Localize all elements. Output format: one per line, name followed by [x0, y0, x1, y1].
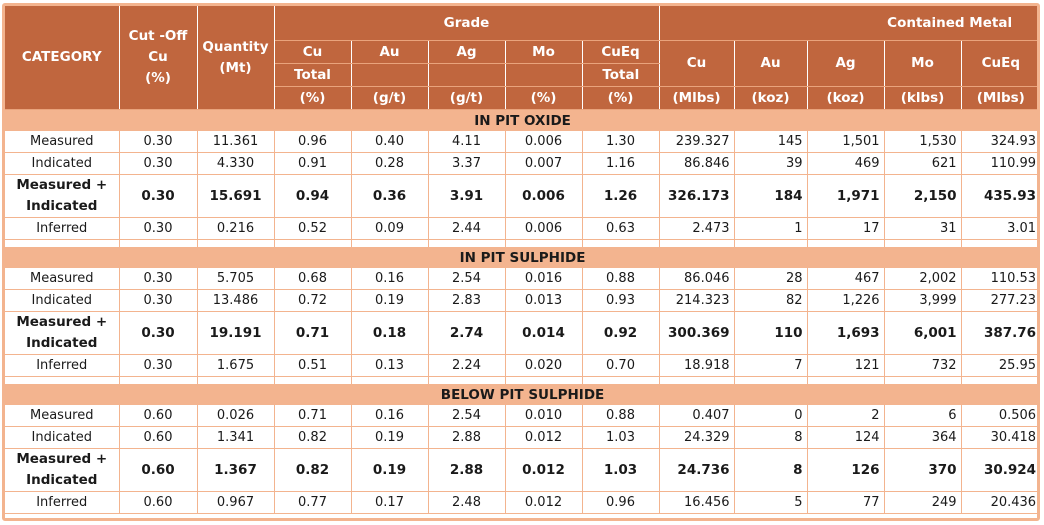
- table-row: [5, 355, 1040, 377]
- header-grade-unit: (%): [274, 87, 351, 110]
- value-cell: 3.91: [428, 175, 505, 218]
- value-cell: 6: [884, 405, 961, 427]
- value-cell: 0.96: [274, 131, 351, 153]
- value-cell: 0.30: [119, 268, 197, 290]
- table-row: [5, 218, 1040, 240]
- value-cell: 0.60: [119, 427, 197, 449]
- value-cell: 2.83: [428, 290, 505, 312]
- value-cell: 24.736: [659, 449, 734, 492]
- value-cell: 469: [807, 153, 884, 175]
- header-metal-unit: (koz): [807, 87, 884, 110]
- value-cell: 435.93: [961, 175, 1040, 218]
- header-grade-name: CuEq: [582, 41, 659, 64]
- header-metal-name: Ag: [807, 41, 884, 87]
- value-cell: 2: [807, 405, 884, 427]
- value-cell: 184: [734, 175, 807, 218]
- header-contained-metal: Contained Metal: [659, 6, 1040, 41]
- category-cell: Measured: [5, 405, 119, 427]
- value-cell: 121: [807, 355, 884, 377]
- table-row: [5, 427, 1040, 449]
- value-cell: 0.71: [274, 405, 351, 427]
- value-cell: 5: [734, 492, 807, 514]
- value-cell: 2.88: [428, 449, 505, 492]
- value-cell: 1.03: [582, 427, 659, 449]
- value-cell: 249: [884, 492, 961, 514]
- table-row: [5, 405, 1040, 427]
- value-cell: 16.456: [659, 492, 734, 514]
- value-cell: 0.19: [351, 290, 428, 312]
- value-cell: 8: [734, 449, 807, 492]
- header-grade-sub: [505, 64, 582, 87]
- category-cell: Measured + Indicated: [5, 312, 119, 355]
- value-cell: 1,226: [807, 290, 884, 312]
- category-cell: Measured + Indicated: [5, 449, 119, 492]
- value-cell: 7: [734, 355, 807, 377]
- value-cell: 0.72: [274, 290, 351, 312]
- header-grade: Grade: [274, 6, 659, 41]
- table-row: [5, 268, 1040, 290]
- category-cell: Inferred: [5, 355, 119, 377]
- value-cell: 239.327: [659, 131, 734, 153]
- value-cell: 0.216: [197, 218, 274, 240]
- table-row: [5, 175, 1040, 218]
- header-grade-name: Au: [351, 41, 428, 64]
- value-cell: 467: [807, 268, 884, 290]
- value-cell: 0.30: [119, 131, 197, 153]
- value-cell: 324.93: [961, 131, 1040, 153]
- value-cell: 1,530: [884, 131, 961, 153]
- value-cell: 15.691: [197, 175, 274, 218]
- value-cell: 11.361: [197, 131, 274, 153]
- resource-table-frame: [2, 3, 1040, 521]
- value-cell: 0.36: [351, 175, 428, 218]
- value-cell: 0.68: [274, 268, 351, 290]
- value-cell: 5.705: [197, 268, 274, 290]
- value-cell: 25.95: [961, 355, 1040, 377]
- value-cell: 0.96: [582, 492, 659, 514]
- value-cell: 2.24: [428, 355, 505, 377]
- table-row: [5, 131, 1040, 153]
- value-cell: 24.329: [659, 427, 734, 449]
- value-cell: 1.341: [197, 427, 274, 449]
- value-cell: 0.19: [351, 427, 428, 449]
- mineral-resource-table: [5, 6, 1040, 514]
- value-cell: 0.010: [505, 405, 582, 427]
- value-cell: 0.82: [274, 449, 351, 492]
- value-cell: 0.09: [351, 218, 428, 240]
- value-cell: 0.93: [582, 290, 659, 312]
- header-category: CATEGORY: [5, 6, 119, 110]
- header-grade-name: Cu: [274, 41, 351, 64]
- value-cell: 0.16: [351, 268, 428, 290]
- category-cell: Indicated: [5, 153, 119, 175]
- value-cell: 2.54: [428, 405, 505, 427]
- value-cell: 0.006: [505, 218, 582, 240]
- value-cell: 2.54: [428, 268, 505, 290]
- value-cell: 277.23: [961, 290, 1040, 312]
- section-header-row: [5, 384, 1040, 405]
- header-grade-sub: Total: [582, 64, 659, 87]
- value-cell: 0.60: [119, 405, 197, 427]
- value-cell: 110.53: [961, 268, 1040, 290]
- value-cell: 0.506: [961, 405, 1040, 427]
- header-metal-unit: (klbs): [884, 87, 961, 110]
- value-cell: 0: [734, 405, 807, 427]
- header-grade-unit: (g/t): [428, 87, 505, 110]
- value-cell: 30.418: [961, 427, 1040, 449]
- value-cell: 3.37: [428, 153, 505, 175]
- value-cell: 0.17: [351, 492, 428, 514]
- value-cell: 0.012: [505, 492, 582, 514]
- value-cell: 3.01: [961, 218, 1040, 240]
- value-cell: 6,001: [884, 312, 961, 355]
- value-cell: 0.30: [119, 312, 197, 355]
- value-cell: 0.16: [351, 405, 428, 427]
- value-cell: 39: [734, 153, 807, 175]
- value-cell: 82: [734, 290, 807, 312]
- table-body: [5, 110, 1040, 514]
- value-cell: 0.77: [274, 492, 351, 514]
- value-cell: 621: [884, 153, 961, 175]
- value-cell: 387.76: [961, 312, 1040, 355]
- value-cell: 0.020: [505, 355, 582, 377]
- section-header-row: [5, 247, 1040, 268]
- section-header-row: [5, 110, 1040, 132]
- value-cell: 30.924: [961, 449, 1040, 492]
- value-cell: 2.74: [428, 312, 505, 355]
- value-cell: 0.82: [274, 427, 351, 449]
- value-cell: 1.16: [582, 153, 659, 175]
- value-cell: 0.016: [505, 268, 582, 290]
- value-cell: 0.51: [274, 355, 351, 377]
- value-cell: 0.19: [351, 449, 428, 492]
- header-metal-name: CuEq: [961, 41, 1040, 87]
- value-cell: 0.28: [351, 153, 428, 175]
- value-cell: 110: [734, 312, 807, 355]
- header-metal-name: Cu: [659, 41, 734, 87]
- value-cell: 0.30: [119, 175, 197, 218]
- value-cell: 31: [884, 218, 961, 240]
- value-cell: 2.48: [428, 492, 505, 514]
- value-cell: 1.675: [197, 355, 274, 377]
- value-cell: 0.012: [505, 427, 582, 449]
- value-cell: 1.367: [197, 449, 274, 492]
- header-metal-unit: (Mlbs): [659, 87, 734, 110]
- value-cell: 0.40: [351, 131, 428, 153]
- header-metal-name: Au: [734, 41, 807, 87]
- value-cell: 2.88: [428, 427, 505, 449]
- value-cell: 0.13: [351, 355, 428, 377]
- value-cell: 13.486: [197, 290, 274, 312]
- value-cell: 1.03: [582, 449, 659, 492]
- value-cell: 0.006: [505, 131, 582, 153]
- category-cell: Indicated: [5, 427, 119, 449]
- header-metal-unit: (koz): [734, 87, 807, 110]
- value-cell: 0.70: [582, 355, 659, 377]
- value-cell: 17: [807, 218, 884, 240]
- table-row: [5, 153, 1040, 175]
- header-grade-unit: (%): [505, 87, 582, 110]
- value-cell: 0.007: [505, 153, 582, 175]
- category-cell: Measured: [5, 268, 119, 290]
- value-cell: 0.63: [582, 218, 659, 240]
- value-cell: 0.012: [505, 449, 582, 492]
- value-cell: 0.88: [582, 405, 659, 427]
- header-grade-unit: (g/t): [351, 87, 428, 110]
- value-cell: 1,693: [807, 312, 884, 355]
- value-cell: 19.191: [197, 312, 274, 355]
- value-cell: 2.473: [659, 218, 734, 240]
- value-cell: 28: [734, 268, 807, 290]
- table-row: [5, 449, 1040, 492]
- category-cell: Indicated: [5, 290, 119, 312]
- value-cell: 300.369: [659, 312, 734, 355]
- table-row: [5, 290, 1040, 312]
- header-grade-name: Ag: [428, 41, 505, 64]
- value-cell: 4.330: [197, 153, 274, 175]
- value-cell: 0.92: [582, 312, 659, 355]
- section-title: BELOW PIT SULPHIDE: [5, 384, 1040, 405]
- value-cell: 214.323: [659, 290, 734, 312]
- value-cell: 364: [884, 427, 961, 449]
- header-grade-sub: [351, 64, 428, 87]
- value-cell: 20.436: [961, 492, 1040, 514]
- value-cell: 0.30: [119, 153, 197, 175]
- value-cell: 0.60: [119, 492, 197, 514]
- header-metal-name: Mo: [884, 41, 961, 87]
- value-cell: 0.60: [119, 449, 197, 492]
- header-grade-sub: [428, 64, 505, 87]
- value-cell: 0.006: [505, 175, 582, 218]
- category-cell: Inferred: [5, 492, 119, 514]
- value-cell: 126: [807, 449, 884, 492]
- value-cell: 732: [884, 355, 961, 377]
- header-metal-unit: (Mlbs): [961, 87, 1040, 110]
- value-cell: 0.88: [582, 268, 659, 290]
- value-cell: 18.918: [659, 355, 734, 377]
- value-cell: 110.99: [961, 153, 1040, 175]
- category-cell: Measured: [5, 131, 119, 153]
- value-cell: 0.94: [274, 175, 351, 218]
- value-cell: 1.30: [582, 131, 659, 153]
- value-cell: 0.52: [274, 218, 351, 240]
- table-header: [5, 6, 1040, 110]
- header-grade-sub: Total: [274, 64, 351, 87]
- value-cell: 2.44: [428, 218, 505, 240]
- value-cell: 4.11: [428, 131, 505, 153]
- table-row: [5, 312, 1040, 355]
- header-grade-unit: (%): [582, 87, 659, 110]
- value-cell: 326.173: [659, 175, 734, 218]
- value-cell: 145: [734, 131, 807, 153]
- value-cell: 124: [807, 427, 884, 449]
- value-cell: 0.407: [659, 405, 734, 427]
- value-cell: 86.046: [659, 268, 734, 290]
- value-cell: 3,999: [884, 290, 961, 312]
- section-spacer: [5, 240, 1040, 248]
- category-cell: Inferred: [5, 218, 119, 240]
- category-cell: Measured + Indicated: [5, 175, 119, 218]
- value-cell: 0.014: [505, 312, 582, 355]
- value-cell: 0.30: [119, 355, 197, 377]
- value-cell: 2,002: [884, 268, 961, 290]
- value-cell: 86.846: [659, 153, 734, 175]
- header-cutoff: Cut -Off Cu (%): [119, 6, 197, 110]
- value-cell: 370: [884, 449, 961, 492]
- value-cell: 0.71: [274, 312, 351, 355]
- value-cell: 2,150: [884, 175, 961, 218]
- value-cell: 77: [807, 492, 884, 514]
- value-cell: 1,971: [807, 175, 884, 218]
- value-cell: 0.30: [119, 218, 197, 240]
- value-cell: 1.26: [582, 175, 659, 218]
- section-title: IN PIT SULPHIDE: [5, 247, 1040, 268]
- value-cell: 0.91: [274, 153, 351, 175]
- section-title: IN PIT OXIDE: [5, 110, 1040, 132]
- value-cell: 0.967: [197, 492, 274, 514]
- table-row: [5, 492, 1040, 514]
- value-cell: 0.30: [119, 290, 197, 312]
- section-spacer: [5, 377, 1040, 385]
- value-cell: 0.18: [351, 312, 428, 355]
- value-cell: 0.026: [197, 405, 274, 427]
- value-cell: 8: [734, 427, 807, 449]
- value-cell: 1: [734, 218, 807, 240]
- value-cell: 1,501: [807, 131, 884, 153]
- header-quantity: Quantity (Mt): [197, 6, 274, 110]
- value-cell: 0.013: [505, 290, 582, 312]
- header-grade-name: Mo: [505, 41, 582, 64]
